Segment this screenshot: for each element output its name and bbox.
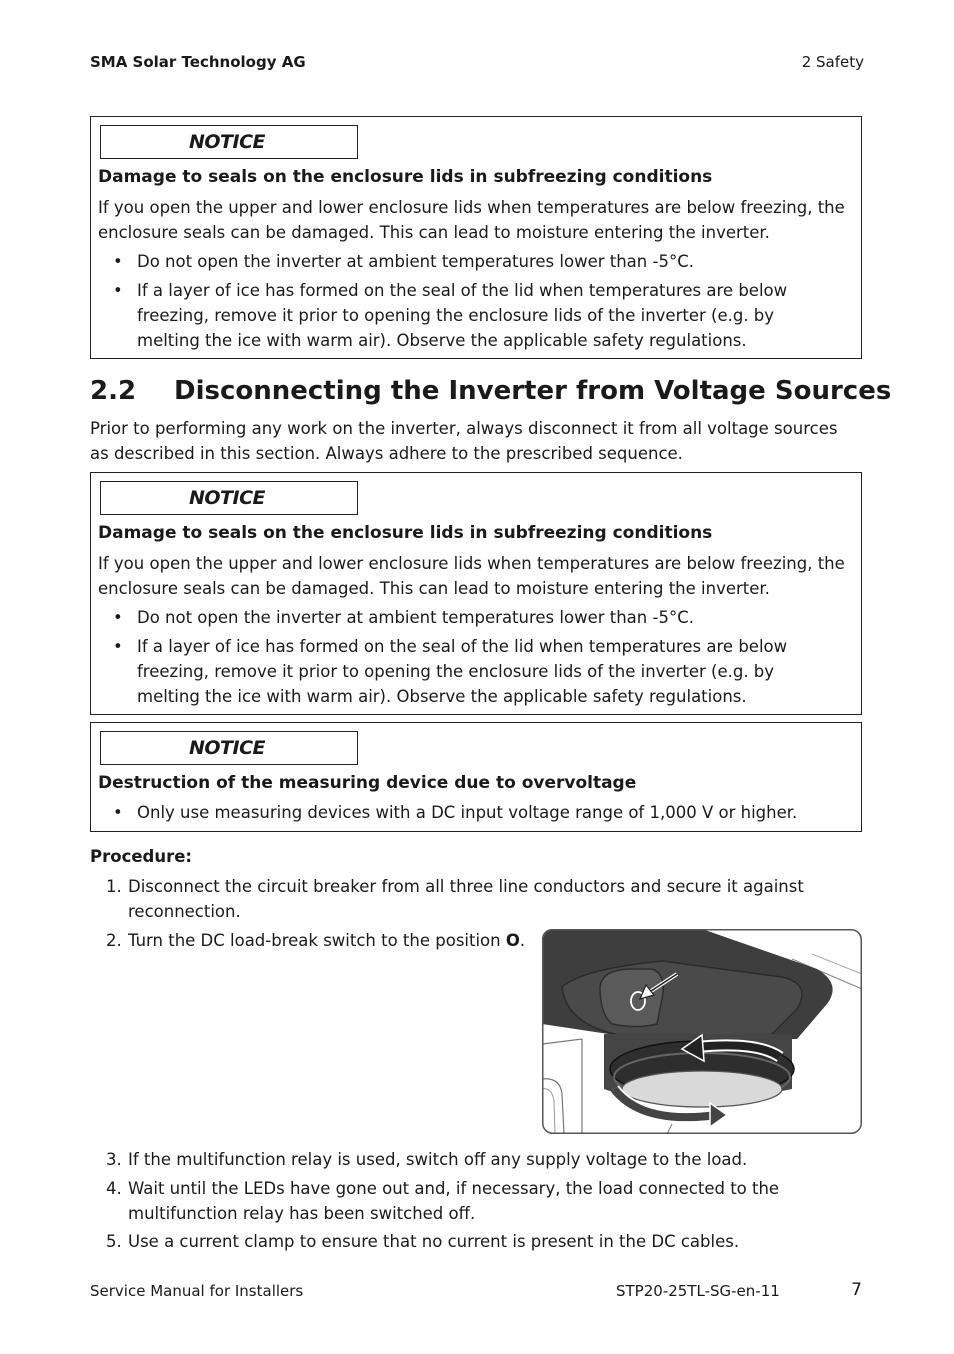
bullet-mark: • — [113, 281, 123, 300]
notice-title: Destruction of the measuring device due to overvoltage — [98, 773, 637, 793]
notice-bullet — [113, 605, 833, 630]
step-number: 5. — [106, 1232, 122, 1251]
bullet-text: If a layer of ice has formed on the seal of the lid when temperatures are below freezing, remove it prior to opening the enclosure lids of the inverter (e.g. by melting the ice with warm air). Observe the applicable safety regulations. — [137, 637, 788, 706]
notice-box-1 — [90, 116, 862, 359]
step-number: 1. — [106, 877, 122, 896]
notice-bullet — [113, 634, 833, 709]
step-text: If the multifunction relay is used, switch off any supply voltage to the load. — [128, 1150, 748, 1169]
bullet-text: Only use measuring devices with a DC input voltage range of 1,000 V or higher. — [137, 803, 798, 822]
page-number: 7 — [851, 1280, 862, 1300]
switch-position-label: O — [505, 931, 520, 950]
notice-box-3 — [90, 722, 862, 832]
step-text: Disconnect the circuit breaker from all three line conductors and secure it against reconnection. — [128, 877, 804, 921]
notice-title: Damage to seals on the enclosure lids in subfreezing conditions — [98, 167, 713, 187]
notice-box-2 — [90, 472, 862, 715]
procedure-step — [106, 928, 526, 953]
procedure-step — [106, 1229, 846, 1254]
bullet-mark: • — [113, 608, 123, 627]
bullet-text: Do not open the inverter at ambient temperatures lower than -5°C. — [137, 252, 694, 271]
notice-tag: NOTICE — [100, 481, 358, 515]
procedure-step — [106, 1147, 846, 1172]
step-number: 4. — [106, 1179, 122, 1198]
footer-doc-code: STP20-25TL-SG-en-11 — [616, 1282, 780, 1300]
step-number: 3. — [106, 1150, 122, 1169]
notice-tag: NOTICE — [100, 125, 358, 159]
bullet-mark: • — [113, 803, 123, 822]
bullet-text: Do not open the inverter at ambient temperatures lower than -5°C. — [137, 608, 694, 627]
section-heading — [90, 376, 891, 406]
section-title: Disconnecting the Inverter from Voltage Sources — [174, 376, 892, 406]
header-section: 2 Safety — [801, 53, 864, 71]
notice-title: Damage to seals on the enclosure lids in subfreezing conditions — [98, 523, 713, 543]
step-number: 2. — [106, 931, 122, 950]
footer-manual: Service Manual for Installers — [90, 1282, 304, 1300]
notice-bullet — [113, 278, 833, 353]
notice-bullet — [113, 249, 833, 274]
procedure-step — [106, 1176, 846, 1226]
notice-bullet — [113, 800, 833, 825]
section-number: 2.2 — [90, 376, 137, 406]
dc-switch-illustration — [542, 929, 862, 1134]
step-text: Turn the DC load-break switch to the position O. — [128, 931, 526, 950]
procedure-heading: Procedure: — [90, 847, 193, 866]
notice-text: If you open the upper and lower enclosure lids when temperatures are below freezing, the enclosure seals can be damaged. This can lead to moisture entering the inverter. — [98, 198, 845, 242]
bullet-mark: • — [113, 637, 123, 656]
procedure-step — [106, 874, 846, 924]
bullet-mark: • — [113, 252, 123, 271]
bullet-text: If a layer of ice has formed on the seal of the lid when temperatures are below freezing, remove it prior to opening the enclosure lids of the inverter (e.g. by melting the ice with warm air). Observe the applicable safety regulations. — [137, 281, 788, 350]
dc-switch-drawing — [542, 929, 862, 1134]
step-text: Wait until the LEDs have gone out and, if necessary, the load connected to the multifunction relay has been switched off. — [128, 1179, 780, 1223]
section-intro: Prior to performing any work on the inverter, always disconnect it from all voltage sources as described in this section. Always adhere to the prescribed sequence. — [90, 419, 838, 463]
header-company: SMA Solar Technology AG — [90, 53, 306, 71]
notice-text: If you open the upper and lower enclosure lids when temperatures are below freezing, the enclosure seals can be damaged. This can lead to moisture entering the inverter. — [98, 554, 845, 598]
step-text: Use a current clamp to ensure that no current is present in the DC cables. — [128, 1232, 740, 1251]
notice-tag: NOTICE — [100, 731, 358, 765]
